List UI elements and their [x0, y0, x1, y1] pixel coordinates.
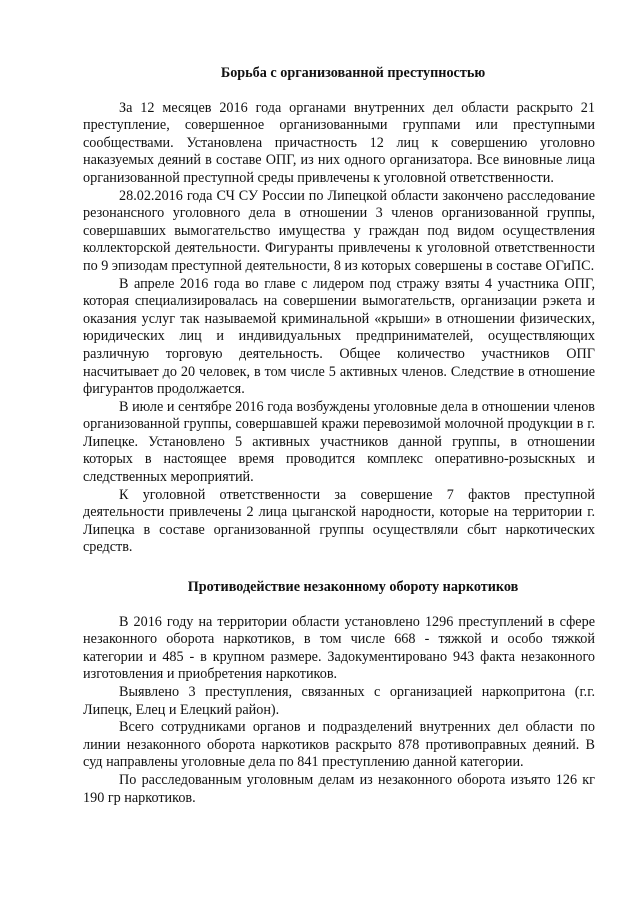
paragraph: В июле и сентябре 2016 года возбуждены уголовные дела в отношении членов организованной группы, совершавшей кражи перевозимой молочной продукции в г. Липецке. Установлено 5 активных участников данной группы, в отношении которых в настоящее время проводится комплекс оперативно-розыскных и следственных мероприятий.: [83, 398, 595, 486]
paragraph: По расследованным уголовным делам из незаконного оборота изъято 126 кг 190 гр наркотиков.: [83, 771, 595, 806]
paragraph: К уголовной ответственности за совершение 7 фактов преступной деятельности привлечены 2 лица цыганской народности, которые на территории г. Липецка в составе организованной группы осуществляли сбыт наркотических средств.: [83, 486, 595, 556]
paragraph: Выявлено 3 преступления, связанных с организацией наркопритона (г.г. Липецк, Елец и Елецкий район).: [83, 684, 595, 718]
paragraph: 28.02.2016 года СЧ СУ России по Липецкой области закончено расследование резонансного уголовного дела в отношении 3 членов организованной группы, совершавших вымогательство имущества у граждан под видом осуществления коллекторской деятельности. Фигуранты привлечены к уголовной ответственности по 9 эпизодам преступной деятельности, 8 из которых совершены в составе ОГиПС.: [83, 187, 595, 274]
paragraph: В апреле 2016 года во главе с лидером под стражу взяты 4 участника ОПГ, которая специализировалась на совершении вымогательств, организации рэкета и оказания услуг так называемой криминальной «крыши» в отношении физических, юридических лиц и индивидуальных предпринимателей, осуществляющих различную торговую деятельность. Общее количество участников ОПГ насчитывает до 20 человек, в том числе 5 активных членов. Следствие в отношение фигурантов продолжается.: [83, 275, 595, 398]
section-title-drug-trafficking: Противодействие незаконному обороту наркотиков: [187, 579, 519, 596]
paragraph: В 2016 году на территории области установлено 1296 преступлений в сфере незаконного оборота наркотиков, в том числе 668 - тяжкой и особо тяжкой категории и 485 - в крупном размере. Задокументировано 943 факта незаконного изготовления и приобретения наркотиков.: [83, 613, 595, 683]
paragraph: Всего сотрудниками органов и подразделений внутренних дел области по линии незаконного оборота наркотиков раскрыто 878 противоправных деяний. В суд направлены уголовные дела по 841 преступлению данной категории.: [83, 719, 595, 771]
paragraph: За 12 месяцев 2016 года органами внутренних дел области раскрыто 21 преступление, совершенное организованными группами или преступными сообществами. Установлена причастность 12 лиц к совершению уголовно наказуемых деяний в составе ОПГ, из них одного организатора. Все виновные лица организованной преступной среды привлечены к уголовной ответственности.: [83, 99, 595, 186]
document-page: [83, 57, 595, 807]
section-title-organized-crime: Борьба с организованной преступностью: [220, 65, 486, 81]
